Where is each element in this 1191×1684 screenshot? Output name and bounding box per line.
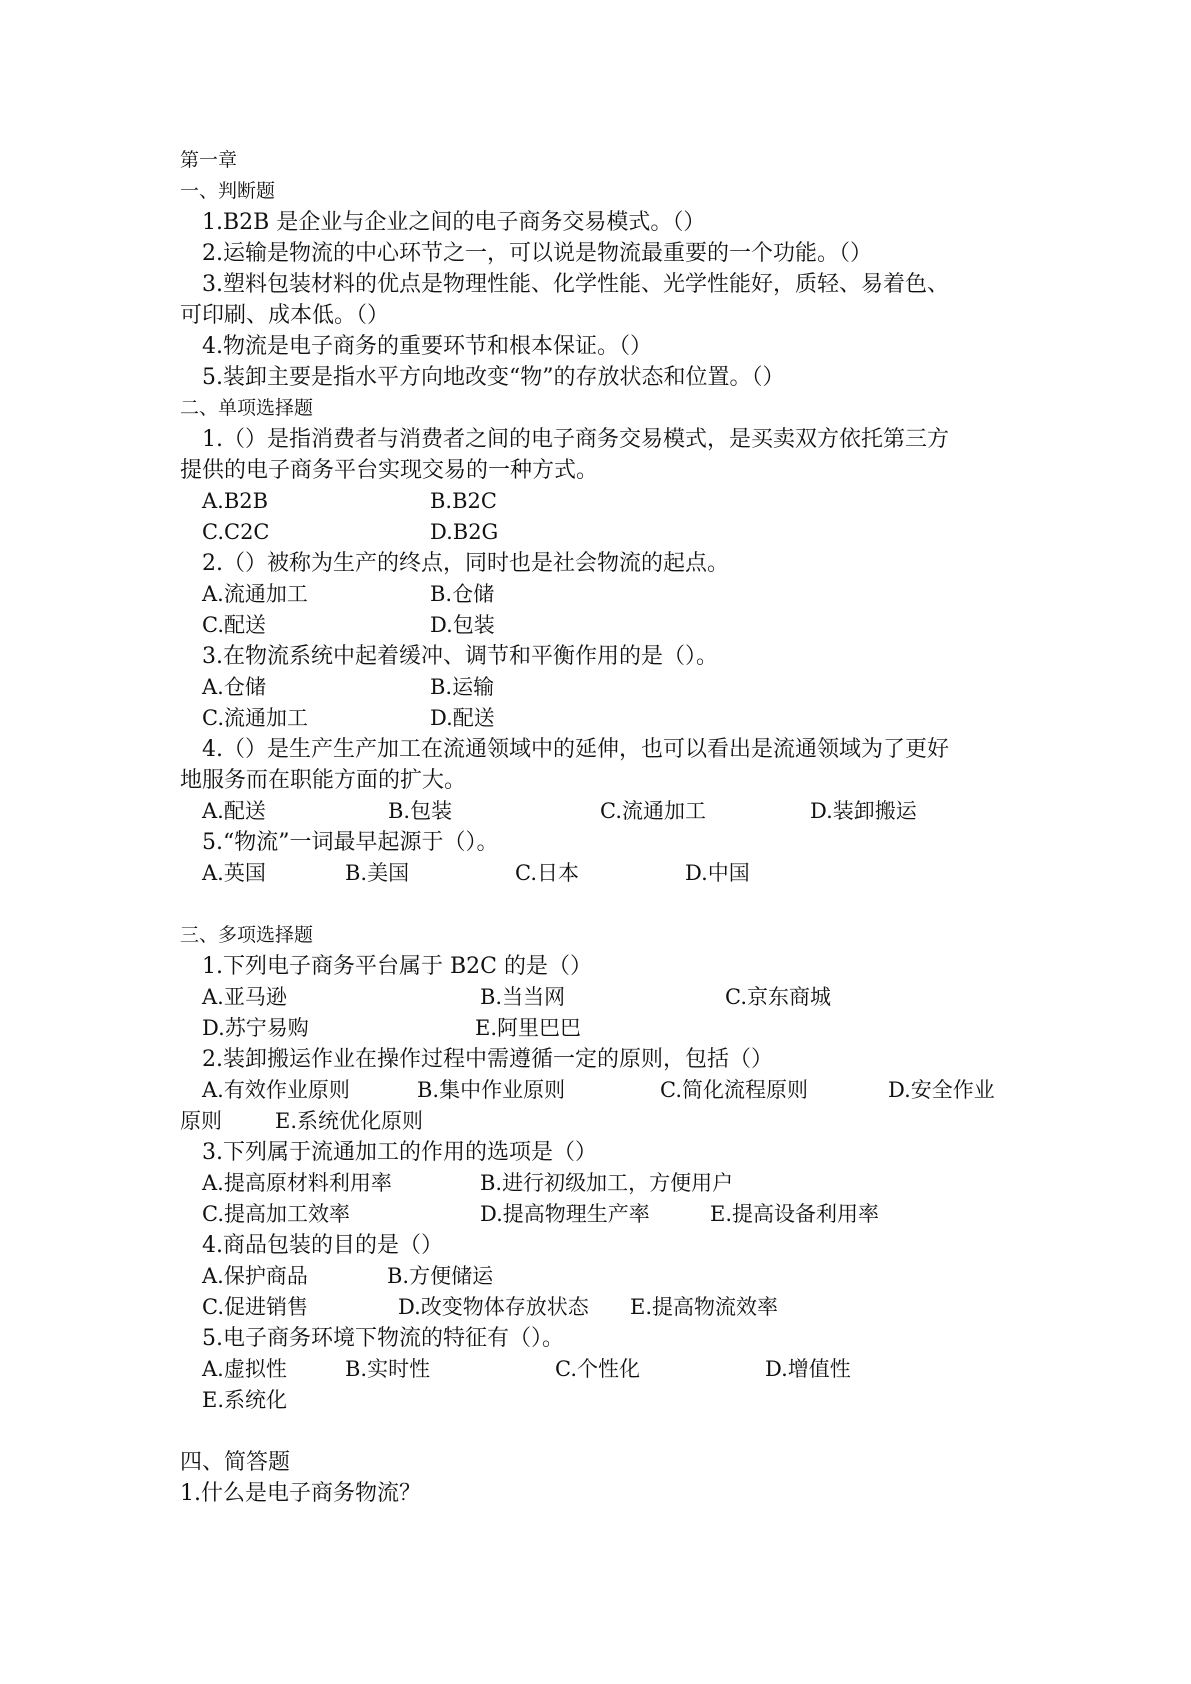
sc-q5-options — [180, 858, 1010, 889]
option: A.B2B — [202, 489, 269, 513]
sc-question-2: 2.（）被称为生产的终点，同时也是社会物流的起点。 — [202, 551, 729, 576]
sc-q4-options — [180, 796, 1010, 827]
option: C.流通加工 — [600, 799, 706, 823]
section-title-true-false: 一、判断题 — [180, 180, 276, 202]
option: A.流通加工 — [202, 582, 308, 606]
sc-q3-options-row2 — [180, 703, 1010, 734]
option: B.方便储运 — [387, 1264, 494, 1288]
mc-question-4: 4.商品包装的目的是（） — [202, 1233, 443, 1258]
option: E.提高设备利用率 — [710, 1202, 880, 1226]
option: C.京东商城 — [725, 985, 831, 1009]
sc-q2-options-row2 — [180, 610, 1010, 641]
option: C.配送 — [202, 613, 266, 637]
option: D.增值性 — [765, 1357, 851, 1381]
section-title-multiple-choice: 三、多项选择题 — [180, 924, 314, 946]
option: B.包装 — [388, 799, 453, 823]
option: C.日本 — [515, 861, 579, 885]
mc-q1-options-row2 — [180, 1013, 1010, 1044]
option: A.提高原材料利用率 — [202, 1171, 392, 1195]
option: A.亚马逊 — [202, 985, 287, 1009]
option: B.美国 — [345, 861, 410, 885]
mc-q3-options-row1 — [180, 1168, 1010, 1199]
option: D.安全作业 — [888, 1078, 995, 1102]
option: B.运输 — [430, 675, 495, 699]
sc-question-3: 3.在物流系统中起着缓冲、调节和平衡作用的是（）。 — [202, 644, 718, 669]
option: C.个性化 — [555, 1357, 640, 1381]
option: A.有效作业原则 — [202, 1078, 350, 1102]
option: B.实时性 — [345, 1357, 431, 1381]
option: A.配送 — [202, 799, 266, 823]
option: C.流通加工 — [202, 706, 308, 730]
option: D.中国 — [685, 861, 750, 885]
sc-q1-options-row2 — [180, 517, 1010, 548]
tf-question-3: 3.塑料包装材料的优点是物理性能、化学性能、光学性能好，质轻、易着色、 — [202, 272, 949, 297]
tf-question-1: 1.B2B 是企业与企业之间的电子商务交易模式。（） — [202, 210, 706, 235]
option: D.B2G — [430, 520, 499, 544]
option: E.提高物流效率 — [630, 1295, 779, 1319]
section-title-single-choice: 二、单项选择题 — [180, 397, 314, 419]
mc-q5-options-row2 — [180, 1385, 1010, 1416]
option: D.提高物理生产率 — [480, 1202, 650, 1226]
mc-question-3: 3.下列属于流通加工的作用的选项是（） — [202, 1140, 597, 1165]
sc-question-1: 1.（）是指消费者与消费者之间的电子商务交易模式，是买卖双方依托第三方 — [202, 427, 949, 452]
sa-question-1: 1.什么是电子商务物流？ — [180, 1481, 421, 1506]
mc-q4-options-row2 — [180, 1292, 1010, 1323]
tf-question-5: 5.装卸主要是指水平方向地改变“物”的存放状态和位置。（） — [202, 365, 785, 390]
mc-q2-options-row1 — [180, 1075, 1010, 1106]
mc-question-5: 5.电子商务环境下物流的特征有（）。 — [202, 1326, 564, 1351]
option: E.系统优化原则 — [275, 1109, 424, 1133]
sc-question-4: 4.（）是生产生产加工在流通领域中的延伸，也可以看出是流通领域为了更好 — [202, 737, 949, 762]
section-title-short-answer: 四、简答题 — [180, 1450, 291, 1475]
option: C.简化流程原则 — [660, 1078, 808, 1102]
option: D.苏宁易购 — [202, 1016, 309, 1040]
sc-q3-options-row1 — [180, 672, 1010, 703]
option: E.阿里巴巴 — [475, 1016, 582, 1040]
mc-q1-options-row1 — [180, 982, 1010, 1013]
mc-q4-options-row1 — [180, 1261, 1010, 1292]
mc-question-1: 1.下列电子商务平台属于 B2C 的是（） — [202, 954, 592, 979]
option: A.英国 — [202, 861, 266, 885]
sc-q2-options-row1 — [180, 579, 1010, 610]
sc-q1-options-row1 — [180, 486, 1010, 517]
option: D.改变物体存放状态 — [398, 1295, 589, 1319]
option: B.集中作业原则 — [417, 1078, 566, 1102]
option: D.配送 — [430, 706, 495, 730]
option: A.保护商品 — [202, 1264, 308, 1288]
option: C.提高加工效率 — [202, 1202, 350, 1226]
option: B.进行初级加工，方便用户 — [480, 1171, 734, 1195]
option: D.包装 — [430, 613, 495, 637]
option: A.虚拟性 — [202, 1357, 287, 1381]
tf-question-4: 4.物流是电子商务的重要环节和根本保证。（） — [202, 334, 652, 359]
option: A.仓储 — [202, 675, 266, 699]
mc-q3-options-row2 — [180, 1199, 1010, 1230]
sc-question-1-cont: 提供的电子商务平台实现交易的一种方式。 — [180, 458, 599, 483]
sc-question-4-cont: 地服务而在职能方面的扩大。 — [180, 768, 467, 793]
tf-question-3-cont: 可印刷、成本低。（） — [180, 303, 390, 328]
sc-question-5: 5.“物流”一词最早起源于（）。 — [202, 830, 499, 855]
option: B.当当网 — [480, 985, 566, 1009]
option: D.装卸搬运 — [810, 799, 917, 823]
mc-question-2: 2.装卸搬运作业在操作过程中需遵循一定的原则，包括（） — [202, 1047, 773, 1072]
option: C.C2C — [202, 520, 270, 544]
option: E.系统化 — [202, 1388, 288, 1412]
option: B.B2C — [430, 489, 497, 513]
tf-question-2: 2.运输是物流的中心环节之一，可以说是物流最重要的一个功能。（） — [202, 241, 872, 266]
mc-q5-options-row1 — [180, 1354, 1010, 1385]
chapter-heading: 第一章 — [180, 149, 238, 171]
mc-q2-options-row2 — [180, 1106, 1010, 1137]
option: C.促进销售 — [202, 1295, 308, 1319]
option-cont: 原则 — [180, 1109, 222, 1133]
document-page — [180, 145, 1010, 1509]
option: B.仓储 — [430, 582, 495, 606]
